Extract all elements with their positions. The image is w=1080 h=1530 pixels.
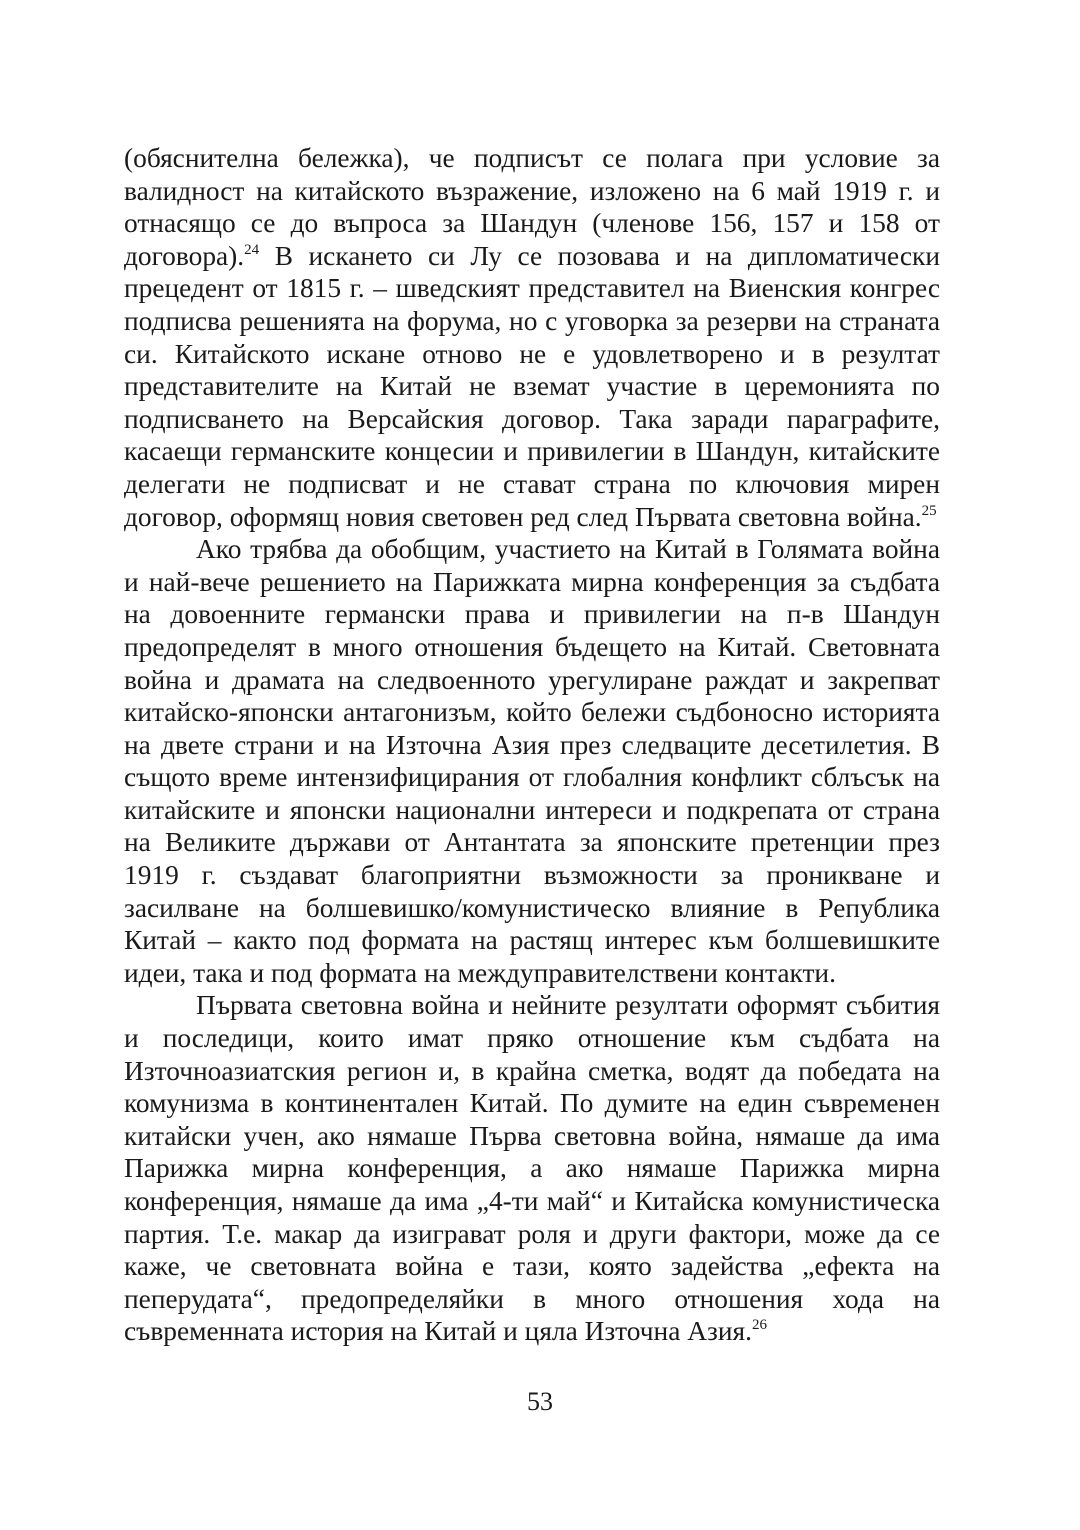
footnote-ref-26[interactable]: 26: [751, 1317, 767, 1334]
footnote-ref-25[interactable]: 25: [921, 502, 937, 519]
footnote-ref-24[interactable]: 24: [244, 241, 260, 258]
paragraph-1-text-a: (обяснителна бележка), че подписът се полага при условие за валидност на китайското възражение, изложено на 6 май 1919 г. и отнасящо се до въпроса за Шандун (членове 156, 157 и 158 от договора).: [124, 143, 940, 271]
paragraph-3: [124, 989, 940, 1348]
paragraph-1-text-b: В искането си Лу се позовава и на дипломатически прецедент от 1815 г. – шведският представител на Виенския конгрес подписва решенията на форума, но с уговорка за резерви на страната си. Китайското искане отново не е удовлетворено и в резултат представителите на Китай не вземат участие в церемонията по подписването на Версайския договор. Така заради параграфите, касаещи германските концесии и привилегии в Шандун, китайските делегати не подписват и не стават страна по ключовия мирен договор, оформящ новия световен ред след Първата световна война.: [124, 240, 940, 532]
page-body: [124, 142, 940, 1348]
page-number: 53: [527, 1387, 553, 1416]
paragraph-2-text: Ако трябва да обобщим, участието на Китай в Голямата война и най-вече решението на Парижката мирна конференция за съдбата на довоенните германски права и привилегии на п-в Шандун предопределят в много отношения бъдещето на Китай. Световната война и драмата на следвоенното урегулиране раждат и закрепват китайско-японски антагонизъм, който бележи съдбоносно историята на двете страни и на Източна Азия през следваците десетилетия. В същото време интензифицирания от глобалния конфликт сблъсък на китайските и японски национални интереси и подкрепата от страна на Великите държави от Антантата за японските претенции през 1919 г. създават благоприятни възможности за проникване и засилване на болшевишко/комунистическо влияние в Република Китай – както под формата на растящ интерес към болшевишките идеи, така и под формата на междуправителствени контакти.: [124, 534, 940, 988]
paragraph-3-text: Първата световна война и нейните резултати оформят събития и последици, които имат пряко отношение към съдбата на Източноазиатския регион и, в крайна сметка, водят да победата на комунизма в континентален Китай. По думите на един съвременен китайски учен, ако нямаше Първа световна война, нямаше да има Парижка мирна конференция, а ако нямаше Парижка мирна конференция, нямаше да има „4-ти май“ и Китайска комунистическа партия. Т.е. макар да изиграват роля и други фактори, може да се каже, че световната война е тази, която задейства „ефекта на пеперудата“, предопределяйки в много отношения хода на съвременната история на Китай и цяла Източна Азия.: [124, 990, 940, 1347]
paragraph-2: [124, 533, 940, 989]
paragraph-1: [124, 142, 940, 533]
